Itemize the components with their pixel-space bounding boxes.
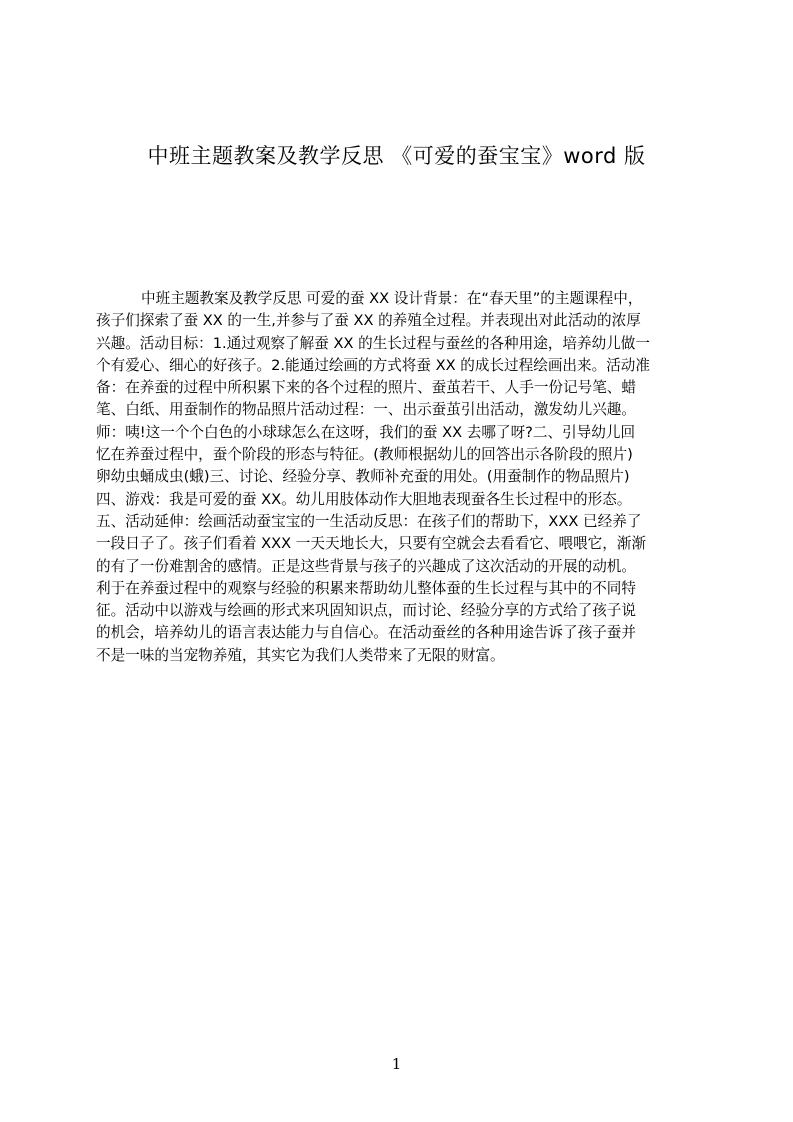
body-line: 的机会，培养幼儿的语言表达能力与自信心。在活动蚕丝的各种用途告诉了孩子蚕并 xyxy=(96,624,636,642)
body-line: 中班主题教案及教学反思 可爱的蚕 XX 设计背景：在“春天里”的主题课程中， xyxy=(141,290,643,307)
body-line: 征。活动中以游戏与绘画的形式来巩固知识点，而讨论、经验分享的方式给了孩子说 xyxy=(96,602,636,620)
body-line: 忆在养蚕过程中，蚕个阶段的形态与特征。(教师根据幼儿的回答出示各阶段的照片) xyxy=(96,446,633,464)
body-line: 个有爱心、细心的好孩子。2.能通过绘画的方式将蚕 XX 的成长过程绘画出来。活动准 xyxy=(96,356,650,374)
body-line: 的有了一份难割舍的感情。正是这些背景与孩子的兴趣成了这次活动的开展的动机。 xyxy=(96,557,636,575)
body-paragraph xyxy=(96,288,698,667)
body-line: 一段日子了。孩子们看着 XXX 一天天地长大，只要有空就会去看看它、喂喂它，渐渐 xyxy=(96,535,647,553)
body-line: 师：咦!这一个个白色的小球球怎么在这呀，我们的蚕 XX 去哪了呀?二、引导幼儿回 xyxy=(96,423,636,441)
body-line: 孩子们探索了蚕 XX 的一生,并参与了蚕 XX 的养殖全过程。并表现出对此活动的浓厚 xyxy=(96,312,641,330)
body-line: 利于在养蚕过程中的观察与经验的积累来帮助幼儿整体蚕的生长过程与其中的不同特 xyxy=(96,579,636,597)
document-title: 中班主题教案及教学反思 《可爱的蚕宝宝》word 版 xyxy=(147,144,646,168)
body-line: 五、活动延伸：绘画活动蚕宝宝的一生活动反思：在孩子们的帮助下，XXX 已经养了 xyxy=(96,512,642,530)
body-line: 笔、白纸、用蚕制作的物品照片活动过程：一、出示蚕茧引出活动，激发幼儿兴趣。 xyxy=(96,401,636,419)
body-line: 不是一味的当宠物养殖，其实它为我们人类带来了无限的财富。 xyxy=(96,646,505,664)
body-line: 卵幼虫蛹成虫(蛾)三、讨论、经验分享、教师补充蚕的用处。(用蚕制作的物品照片) xyxy=(96,468,630,486)
body-line: 四、游戏：我是可爱的蚕 XX。幼儿用肢体动作大胆地表现蚕各生长过程中的形态。 xyxy=(96,490,632,508)
body-line: 备：在养蚕的过程中所积累下来的各个过程的照片、蚕茧若干、人手一份记号笔、蜡 xyxy=(96,379,636,397)
body-line: 兴趣。活动目标：1.通过观察了解蚕 XX 的生长过程与蚕丝的各种用途，培养幼儿做一 xyxy=(96,334,650,352)
page-number: 1 xyxy=(391,1055,402,1073)
